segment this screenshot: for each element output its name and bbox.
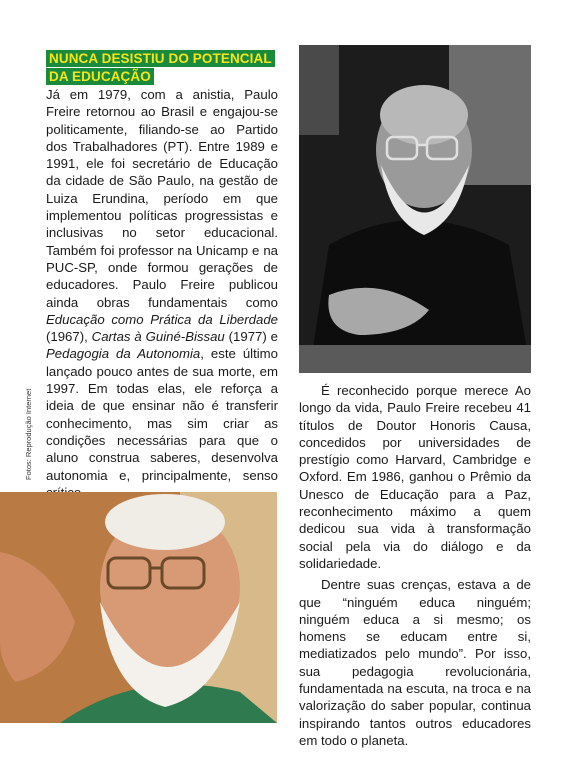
section-heading <box>46 50 275 86</box>
book-title: Pedagogia da Autonomia <box>46 346 201 362</box>
text-run: (1977) e <box>224 329 278 345</box>
right-paragraph-1: É reconhecido porque merece Ao longo da vida, Paulo Freire recebeu 41 títulos de Doutor Honoris Causa, concedidos por universidades de prestígio como Harvard, Cambridge e Oxford. Em 1986, ganhou o Prêmio da Unesco de Educação para a Paz, reconhecimento máximo a quem dedicou sua vida à transformação social pela via do diálogo e da solidariedade. <box>299 383 531 571</box>
right-column <box>299 382 531 749</box>
book-title: Cartas à Guiné-Bissau <box>91 329 225 345</box>
section-heading-line-1: NUNCA DESISTIU DO POTENCIAL <box>46 50 275 67</box>
text-run: , este último lançado pouco antes de sua morte, em 1997. Em todas elas, ele reforça a ideia de que ensinar não é transferir conhecimento, mas sim criar as condições necessárias para que o aluno construa saberes, desenvolva autonomia e, principalmente, senso <box>46 346 278 483</box>
text-run: (1967), <box>46 329 92 345</box>
section-heading-line-2: DA EDUCAÇÃO <box>46 68 154 85</box>
portrait-photo-bw <box>299 45 531 373</box>
left-column-paragraph <box>46 86 278 501</box>
portrait-photo-color <box>0 492 277 723</box>
right-paragraph-2: Dentre suas crenças, estava a de que “ninguém educa ninguém; ninguém educa a si mesmo; os homens se educam entre si, mediatizados pelo mundo”. Por isso, sua pedagogia revolucionária, fundamentada na escuta, na troca e na valorização do saber popular, continua inspirando tantos outros educadores em todo o planeta. <box>299 577 531 748</box>
book-title: Educação como Prática da Liberdade <box>46 311 278 327</box>
portrait-bw-illustration <box>299 45 531 373</box>
text-run: Já em 1979, com a anistia, Paulo Freire retornou ao Brasil e engajou-se politicamente, filiando-se ao Partido dos Trabalhadores (PT). Entre 1989 e 1991, ele foi secretário de Educação da cidade de São Paulo, na gestão de Luiza Erundina, período em que implementou políticas progressistas e inclusivas no setor educacional. Também foi professor na Unicamp e na PUC-SP, onde formou gerações de educadores. Paulo Freire publicou ainda obras fundamentais como <box>46 87 278 310</box>
photo-credit: Fotos: Reprodução Internet <box>24 388 33 480</box>
portrait-color-illustration <box>0 492 277 723</box>
